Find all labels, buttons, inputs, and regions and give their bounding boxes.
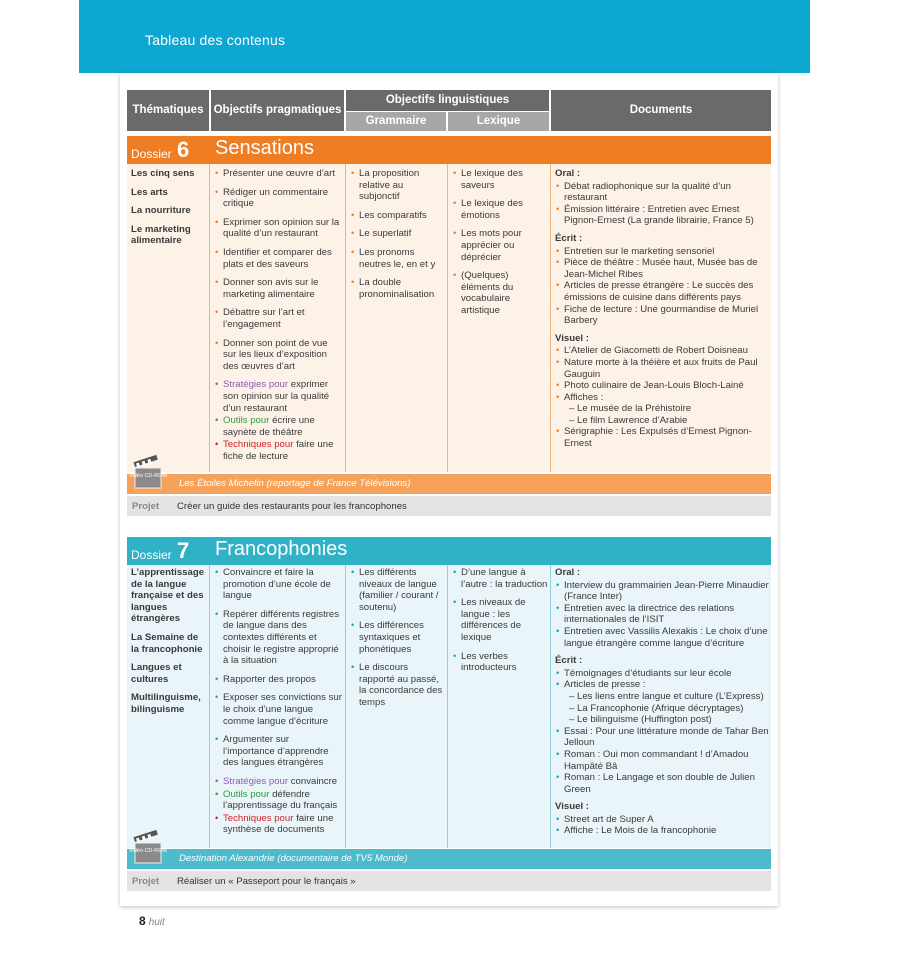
doc-subitem: – Le musée de la Préhistoire bbox=[569, 403, 692, 415]
projet-label: Projet bbox=[132, 876, 160, 887]
theme-item: L’apprentissage de la langue française et des langues étrangères bbox=[131, 567, 205, 625]
dossier-6-video-bar bbox=[127, 474, 771, 494]
list-item: • Présenter une œuvre d’art bbox=[214, 168, 343, 180]
theme-item: Langues et cultures bbox=[131, 662, 182, 685]
doc-subitem: – Le film Lawrence d’Arabie bbox=[569, 414, 688, 426]
dossier-6-pragmatiques bbox=[214, 168, 343, 463]
theme-item: Les cinq sens bbox=[131, 168, 195, 179]
projet-text: Réaliser un « Passeport pour le français » bbox=[177, 876, 356, 887]
projet-text: Créer un guide des restaurants pour les francophones bbox=[177, 501, 407, 512]
theme-item: Les arts bbox=[131, 186, 168, 198]
doc-heading-ecrit: Écrit : bbox=[555, 232, 583, 244]
list-item: • Les différents niveaux de langue (familier / courant / soutenu) bbox=[350, 567, 444, 613]
list-item: • Donner son point de vue sur les lieux d’exposition des œuvres d’art bbox=[214, 338, 343, 373]
doc-item: • Interview du grammairien Jean-Pierre Minaudier (France Inter) bbox=[555, 580, 769, 603]
techniques-item: • Techniques pour faire une synthèse de documents bbox=[214, 813, 343, 836]
techniques-item: • Techniques pour faire une fiche de lecture bbox=[214, 439, 343, 462]
video-clapper-icon bbox=[128, 831, 168, 865]
doc-heading-oral: Oral : bbox=[555, 567, 581, 578]
dossier-6-projet-bar bbox=[127, 496, 771, 516]
list-item: • Argumenter sur l’importance d’apprendre des langues étrangères bbox=[214, 734, 343, 769]
doc-item: • L’Atelier de Giacometti de Robert Doisneau bbox=[555, 345, 769, 357]
dossier-6-themes bbox=[131, 168, 207, 254]
list-item: • Donner son avis sur le marketing alimentaire bbox=[214, 277, 343, 300]
doc-item: • Entretien avec la directrice des relations internationales de l’ISIT bbox=[555, 603, 769, 626]
doc-item: • Essai : Pour une littérature monde de Tahar Ben Jelloun bbox=[555, 726, 769, 749]
doc-item: • Débat radiophonique sur la qualité d’un restaurant bbox=[555, 181, 769, 204]
list-item: • Convaincre et faire la promotion d’une école de langue bbox=[214, 567, 343, 602]
list-item: • Les pronoms neutres le, en et y bbox=[350, 247, 444, 270]
dossier-label: Dossier bbox=[131, 548, 172, 562]
theme-item: La Semaine de la francophonie bbox=[131, 631, 203, 655]
theme-item: La nourriture bbox=[131, 205, 191, 217]
list-item: • Rapporter des propos bbox=[214, 674, 343, 686]
doc-heading-visuel: Visuel : bbox=[555, 801, 589, 813]
doc-item: • Émission littéraire : Entretien avec Ernest Pignon-Ernest (La grande librairie, France 5) bbox=[555, 204, 769, 227]
outils-item: • Outils pour écrire une saynète de théâtre bbox=[214, 415, 343, 438]
header-lexique: Lexique bbox=[448, 112, 549, 131]
page-title: Tableau des contenus bbox=[145, 32, 286, 48]
doc-item: • Photo culinaire de Jean-Louis Bloch-Lainé bbox=[555, 380, 769, 392]
list-item: • Le lexique des saveurs bbox=[452, 168, 548, 191]
doc-subitem: – La Francophonie (Afrique décryptages) bbox=[569, 702, 744, 714]
doc-subitem: – Les liens entre langue et culture (L’Express) bbox=[569, 690, 764, 702]
list-item: • Le superlatif bbox=[350, 228, 444, 240]
dossier-7-themes bbox=[131, 567, 207, 723]
list-item: • Repérer différents registres de langue dans des contextes différents et choisir le registre approprié à la situation bbox=[214, 609, 343, 667]
dossier-6-lexique bbox=[452, 168, 548, 324]
dossier-title: Sensations bbox=[215, 137, 314, 159]
dossier-label: Dossier bbox=[131, 147, 172, 161]
doc-item: • Témoignages d’étudiants sur leur école bbox=[555, 668, 769, 680]
dossier-7-video-bar bbox=[127, 849, 771, 869]
list-item: • D’une langue à l’autre : la traduction bbox=[452, 567, 548, 590]
list-item: • (Quelques) éléments du vocabulaire artistique bbox=[452, 270, 548, 316]
doc-item: • Affiche : Le Mois de la francophonie bbox=[555, 825, 769, 837]
list-item: • Les niveaux de langue : les différences de lexique bbox=[452, 597, 548, 643]
video-title: Les Étoiles Michelin (reportage de France Télévisions) bbox=[179, 478, 411, 489]
dossier-number: 7 bbox=[177, 538, 190, 563]
svg-text:Vidéo CD-ROM: Vidéo CD-ROM bbox=[128, 848, 168, 854]
doc-heading-visuel: Visuel : bbox=[555, 332, 589, 344]
projet-label: Projet bbox=[132, 501, 160, 512]
doc-item: • Pièce de théâtre : Musée haut, Musée bas de Jean-Michel Ribes bbox=[555, 257, 769, 280]
dossier-6-documents bbox=[555, 168, 769, 450]
list-item: • Identifier et comparer des plats et des saveurs bbox=[214, 247, 343, 270]
doc-item: • Street art de Super A bbox=[555, 814, 769, 826]
doc-item: • Roman : Oui mon commandant ! d’Amadou Hampâté Bâ bbox=[555, 749, 769, 772]
doc-heading-ecrit: Écrit : bbox=[555, 655, 583, 667]
dossier-7-pragmatiques bbox=[214, 567, 343, 837]
dossier-7-grammaire bbox=[350, 567, 444, 716]
doc-item: • Articles de presse étrangère : Le succès des émissions de cuisine dans différents pays bbox=[555, 280, 769, 303]
dossier-number: 6 bbox=[177, 137, 190, 162]
outils-item: • Outils pour défendre l’apprentissage du français bbox=[214, 789, 343, 812]
doc-item: • Fiche de lecture : Une gourmandise de Muriel Barbery bbox=[555, 304, 769, 327]
doc-item: • Articles de presse : bbox=[555, 679, 769, 691]
list-item: • Les mots pour apprécier ou déprécier bbox=[452, 228, 548, 263]
list-item: • Les comparatifs bbox=[350, 210, 444, 222]
page-number: 8 huit bbox=[139, 914, 165, 928]
header-documents: Documents bbox=[551, 90, 771, 131]
list-item: • Exprimer son opinion sur la qualité d’un restaurant bbox=[214, 217, 343, 240]
video-title: Destination Alexandrie (documentaire de TV5 Monde) bbox=[179, 853, 408, 864]
strategies-item: • Stratégies pour convaincre bbox=[214, 776, 343, 788]
dossier-6-grammaire bbox=[350, 168, 444, 307]
list-item: • Le discours rapporté au passé, la concordance des temps bbox=[350, 662, 444, 708]
dossier-6-bar bbox=[127, 136, 771, 164]
doc-item: • Entretien sur le marketing sensoriel bbox=[555, 246, 769, 258]
dossier-7-documents bbox=[555, 567, 769, 837]
list-item: • Exposer ses convictions sur le choix d’une langue comme langue d’écriture bbox=[214, 692, 343, 727]
doc-item: • Entretien avec Vassilis Alexakis : Le choix d’une langue étrangère comme langue d’écriture bbox=[555, 626, 769, 649]
list-item: • La double pronominalisation bbox=[350, 277, 444, 300]
list-item: • Le lexique des émotions bbox=[452, 198, 548, 221]
list-item: • Les verbes introducteurs bbox=[452, 651, 548, 674]
list-item: • Les différences syntaxiques et phonétiques bbox=[350, 620, 444, 655]
header-objectifs-linguistiques: Objectifs linguistiques bbox=[346, 90, 549, 111]
theme-item: Multilinguisme, bilinguisme bbox=[131, 692, 201, 715]
strategies-item: • Stratégies pour exprimer son opinion sur la qualité d’un restaurant bbox=[214, 379, 343, 414]
doc-item: • Nature morte à la théière et aux fruits de Paul Gauguin bbox=[555, 357, 769, 380]
doc-item: • Affiches : bbox=[555, 392, 769, 404]
doc-item: • Roman : Le Langage et son double de Julien Green bbox=[555, 772, 769, 795]
dossier-7-lexique bbox=[452, 567, 548, 681]
header-grammaire: Grammaire bbox=[346, 112, 446, 131]
theme-item: Le marketing alimentaire bbox=[131, 223, 191, 247]
dossier-title: Francophonies bbox=[215, 538, 348, 560]
header-objectifs-pragmatiques: Objectifs pragmatiques bbox=[211, 90, 344, 131]
dossier-7-projet-bar bbox=[127, 871, 771, 891]
list-item: • Débattre sur l’art et l’engagement bbox=[214, 307, 343, 330]
list-item: • La proposition relative au subjonctif bbox=[350, 168, 444, 203]
dossier-7-bar bbox=[127, 537, 771, 565]
header-thematiques: Thématiques bbox=[127, 90, 209, 131]
doc-item: • Sérigraphie : Les Expulsés d’Ernest Pignon-Ernest bbox=[555, 426, 769, 449]
doc-subitem: – Le bilinguisme (Huffington post) bbox=[569, 714, 712, 726]
doc-heading-oral: Oral : bbox=[555, 168, 581, 179]
svg-text:Vidéo CD-ROM: Vidéo CD-ROM bbox=[128, 473, 168, 479]
video-clapper-icon bbox=[128, 456, 168, 490]
list-item: • Rédiger un commentaire critique bbox=[214, 187, 343, 210]
